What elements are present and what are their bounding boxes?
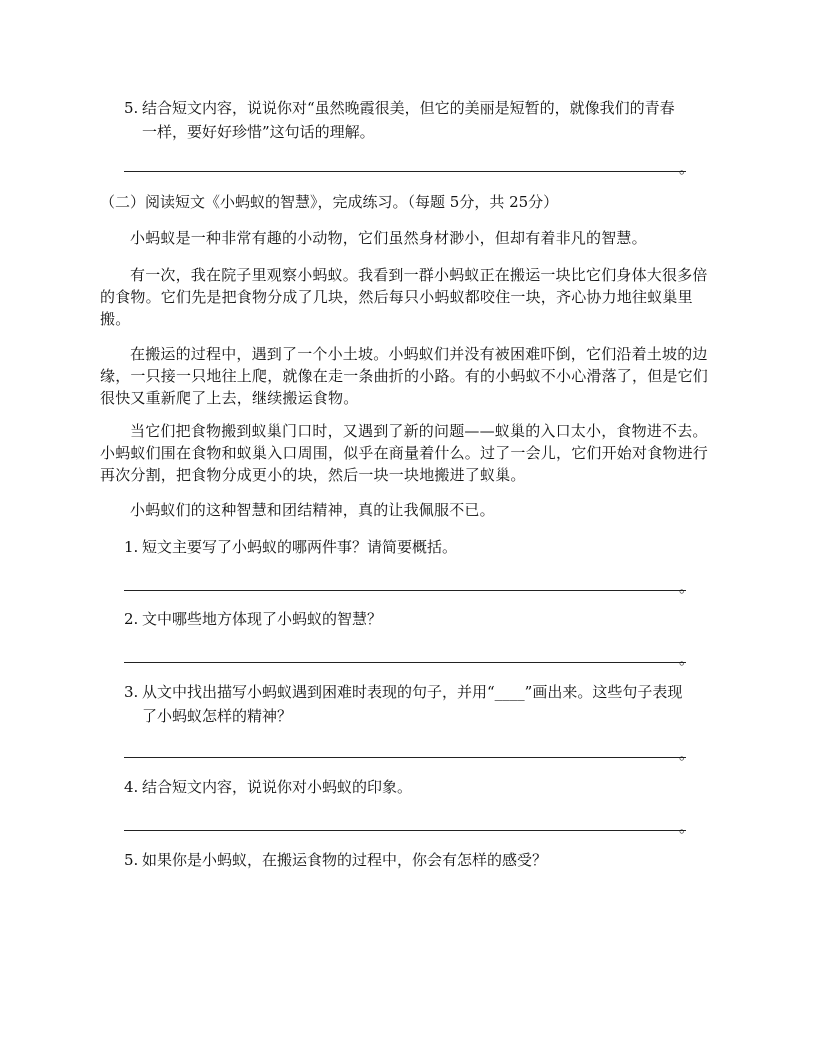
question-number: 5. [124,99,139,117]
question-text-line1: 从文中找出描写小蚂蚁遇到困难时表现的句子，并用“____”画出来。这些句子表现 [142,683,683,701]
question-number: 3. [124,683,139,701]
question-text: 短文主要写了小蚂蚁的哪两件事？请简要概括。 [142,538,458,556]
question-5 [124,848,724,872]
answer-underline [124,590,686,591]
passage-paragraph-3: 在搬运的过程中，遇到了一个小土坡。小蚂蚁们并没有被困难吓倒，它们沿着土坡的边缘，一只接一只地往上爬，就像在走一条曲折的小路。有的小蚂蚁不小心滑落了，但是它们很快又重新爬了上去，继续搬运食物。 [100,345,709,407]
question-text-line2: 了小蚂蚁怎样的精神？ [142,707,293,725]
question-5-prev [124,96,724,144]
answer-underline [124,171,686,172]
period-mark: 。 [678,818,694,836]
answer-underline [124,830,686,831]
answer-line-q2[interactable] [124,643,694,668]
answer-line-q1[interactable] [124,571,694,596]
answer-underline [124,662,686,663]
question-text: 结合短文内容，说说你对小蚂蚁的印象。 [142,778,413,796]
question-4 [124,775,724,799]
passage-paragraph-1: 小蚂蚁是一种非常有趣的小动物，它们虽然身材渺小，但却有着非凡的智慧。 [130,229,647,247]
period-mark: 。 [678,745,694,763]
period-mark: 。 [678,159,694,177]
passage-paragraph-4: 当它们把食物搬到蚁巢门口时，又遇到了新的问题——蚁巢的入口太小，食物进不去。小蚂蚁们围在食物和蚁巢入口周围，似乎在商量着什么。过了一会儿，它们开始对食物进行再次分割，把食物分成更小的块，然后一块一块地搬进了蚁巢。 [100,422,709,484]
question-number: 2. [124,610,139,628]
question-number: 4. [124,778,139,796]
passage-paragraph-2: 有一次，我在院子里观察小蚂蚁。我看到一群小蚂蚁正在搬运一块比它们身体大很多倍的食物。它们先是把食物分成了几块，然后每只小蚂蚁都咬住一块，齐心协力地往蚁巢里搬。 [100,266,708,328]
question-2 [124,607,724,631]
question-number: 1. [124,538,139,556]
answer-line-q4[interactable] [124,811,694,836]
question-text-line1: 结合短文内容，说说你对“虽然晚霞很美，但它的美丽是短暂的，就像我们的青春 [142,99,675,117]
question-text: 文中哪些地方体现了小蚂蚁的智慧？ [142,610,383,628]
question-1 [124,535,724,559]
question-text-line2: 一样，要好好珍惜”这句话的理解。 [142,123,375,141]
answer-line-q5-prev[interactable] [124,152,694,177]
section-title: （二）阅读短文《小蚂蚁的智慧》，完成练习。（每题 5分，共 25分） [100,193,559,211]
passage-paragraph-5: 小蚂蚁们的这种智慧和团结精神，真的让我佩服不已。 [130,501,495,519]
question-number: 5. [124,851,139,869]
answer-line-q3[interactable] [124,738,694,763]
period-mark: 。 [678,578,694,596]
answer-underline [124,757,686,758]
period-mark: 。 [678,650,694,668]
question-3 [124,680,724,728]
question-text: 如果你是小蚂蚁，在搬运食物的过程中，你会有怎样的感受？ [142,851,548,869]
